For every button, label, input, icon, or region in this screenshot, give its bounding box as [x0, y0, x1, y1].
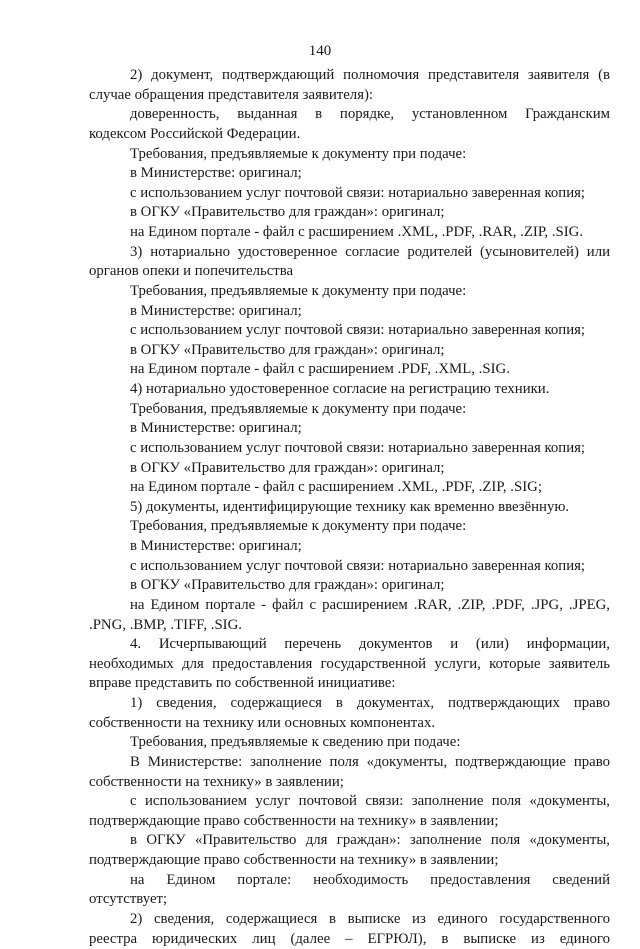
text-line: с использованием услуг почтовой связи: нотариально заверенная копия;: [89, 557, 610, 577]
text-line: с использованием услуг почтовой связи: нотариально заверенная копия;: [89, 184, 610, 204]
text-line: 4) нотариально удостоверенное согласие на регистрацию техники.: [89, 380, 610, 400]
text-line: с использованием услуг почтовой связи: нотариально заверенная копия;: [89, 321, 610, 341]
text-line: в Министерстве: оригинал;: [89, 302, 610, 322]
text-line: 4. Исчерпывающий перечень документов и (или) информации,: [89, 635, 610, 655]
text-line: отсутствует;: [89, 890, 610, 910]
text-line: на Едином портале - файл с расширением .XML, .PDF, .ZIP, .SIG;: [89, 478, 610, 498]
text-line: необходимых для предоставления государственной услуги, которые заявитель: [89, 655, 610, 675]
text-line: на Едином портале - файл с расширением .RAR, .ZIP, .PDF, .JPG, .JPEG,: [89, 596, 610, 616]
text-line: на Едином портале - файл с расширением .PDF, .XML, .SIG.: [89, 360, 610, 380]
text-line: в Министерстве: оригинал;: [89, 164, 610, 184]
text-line: Требования, предъявляемые к документу при подаче:: [89, 400, 610, 420]
text-line: на Едином портале: необходимость предоставления сведений: [89, 871, 610, 891]
text-line: 2) сведения, содержащиеся в выписке из единого государственного: [89, 910, 610, 930]
text-line: Требования, предъявляемые к документу при подаче:: [89, 517, 610, 537]
text-line: с использованием услуг почтовой связи: заполнение поля «документы,: [89, 792, 610, 812]
text-line: в ОГКУ «Правительство для граждан»: оригинал;: [89, 341, 610, 361]
text-line: в ОГКУ «Правительство для граждан»: заполнение поля «документы,: [89, 831, 610, 851]
text-line: 3) нотариально удостоверенное согласие родителей (усыновителей) или: [89, 243, 610, 263]
page-number: 140: [0, 42, 640, 61]
text-line: собственности на технику» в заявлении;: [89, 773, 610, 793]
text-line: Требования, предъявляемые к документу при подаче:: [89, 282, 610, 302]
text-line: 5) документы, идентифицирующие технику как временно ввезённую.: [89, 498, 610, 518]
text-line: .PNG, .BMP, .TIFF, .SIG.: [89, 616, 610, 636]
text-line: подтверждающие право собственности на технику» в заявлении;: [89, 812, 610, 832]
text-line: собственности на технику или основных компонентах.: [89, 714, 610, 734]
text-line: В Министерстве: заполнение поля «документы, подтверждающие право: [89, 753, 610, 773]
text-line: 1) сведения, содержащиеся в документах, подтверждающих право: [89, 694, 610, 714]
text-line: реестра юридических лиц (далее – ЕГРЮЛ), в выписке из единого: [89, 930, 610, 949]
text-line: в Министерстве: оригинал;: [89, 419, 610, 439]
text-line: в ОГКУ «Правительство для граждан»: оригинал;: [89, 576, 610, 596]
text-line: с использованием услуг почтовой связи: нотариально заверенная копия;: [89, 439, 610, 459]
text-line: Требования, предъявляемые к документу при подаче:: [89, 145, 610, 165]
text-line: Требования, предъявляемые к сведению при подаче:: [89, 733, 610, 753]
text-line: случае обращения представителя заявителя):: [89, 86, 610, 106]
text-line: на Едином портале - файл с расширением .XML, .PDF, .RAR, .ZIP, .SIG.: [89, 223, 610, 243]
text-line: вправе представить по собственной инициативе:: [89, 674, 610, 694]
text-line: в ОГКУ «Правительство для граждан»: оригинал;: [89, 203, 610, 223]
text-line: 2) документ, подтверждающий полномочия представителя заявителя (в: [89, 66, 610, 86]
text-line: органов опеки и попечительства: [89, 262, 610, 282]
text-line: в Министерстве: оригинал;: [89, 537, 610, 557]
text-line: кодексом Российской Федерации.: [89, 125, 610, 145]
document-body: [89, 66, 610, 949]
text-line: в ОГКУ «Правительство для граждан»: оригинал;: [89, 459, 610, 479]
text-line: доверенность, выданная в порядке, установленном Гражданским: [89, 105, 610, 125]
text-line: подтверждающие право собственности на технику» в заявлении;: [89, 851, 610, 871]
